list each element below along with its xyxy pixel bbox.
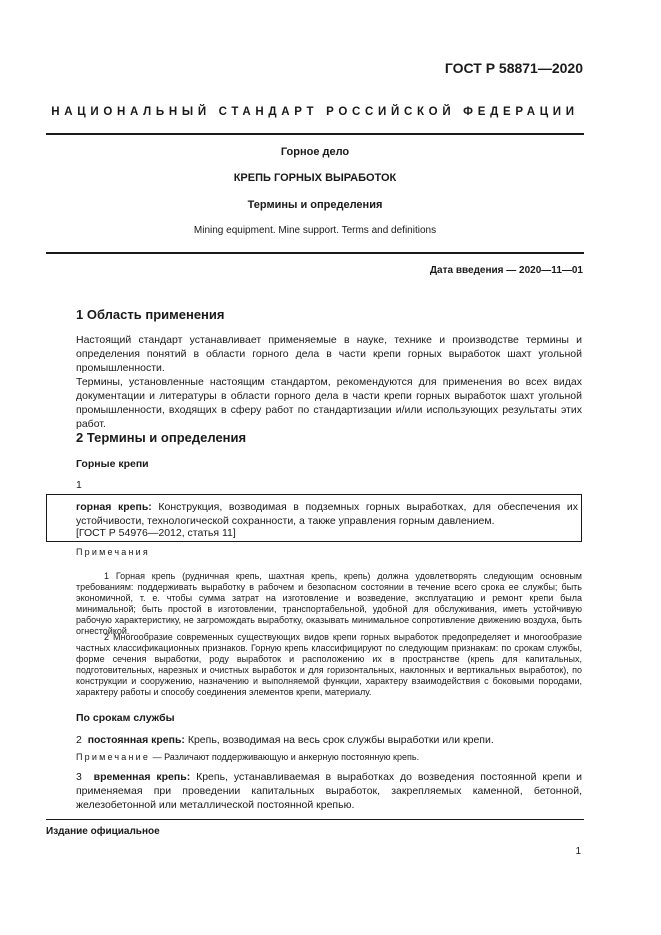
- group-title: Горное дело: [280, 146, 350, 158]
- footer-rule: [46, 819, 584, 820]
- section2-heading: 2 Термины и определения: [76, 430, 247, 445]
- page-number: 1: [575, 846, 581, 857]
- term2-number: 2: [76, 734, 82, 746]
- note1: [76, 560, 582, 637]
- national-standard-heading: НАЦИОНАЛЬНЫЙ СТАНДАРТ РОССИЙСКОЙ ФЕДЕРАЦИИ: [51, 106, 579, 118]
- note3: [76, 752, 582, 763]
- term3-term: временная крепь:: [93, 771, 191, 783]
- note1-text: 1 Горная крепь (рудничная крепь, шахтная крепь, крепь) должна удовлетворять следующим основным требованиям: поддерживать выработку в рабочем и безопасном состоянии в течение всего срока ее службы; быть экономичной, т. е. чтобы сумма затрат на изготовление и возведение, эксплуатацию и ремонт крепи была минимальной; быть простой в изготовлении, транспортабельной, удобной для обслуживания, иметь устойчивую рабочую характеристику, не загромождать выработку, оказывать минимальное сопротивление движению воздуха, быть огнестойкой.: [76, 571, 582, 636]
- term2-definition-text: Крепь, возводимая на весь срок службы выработки или крепи.: [184, 734, 494, 746]
- term3-number: 3: [76, 771, 82, 783]
- term1-reference: [ГОСТ Р 54976—2012, статья 11]: [76, 527, 236, 539]
- term1-term: горная крепь:: [76, 501, 152, 513]
- rocks-subheading: Горные крепи: [76, 458, 149, 470]
- section1-heading: 1 Область применения: [76, 307, 225, 322]
- notes-heading: Примечания: [76, 547, 150, 557]
- note3-text: — Различают поддерживающую и анкерную постоянную крепь.: [150, 752, 420, 762]
- note3-label: Примечание: [76, 752, 151, 762]
- service-life-subheading: По срокам службы: [76, 712, 175, 724]
- english-title: Mining equipment. Mine support. Terms and definitions: [193, 225, 437, 236]
- top-rule: [46, 133, 584, 135]
- edition-label: Издание официальное: [46, 826, 160, 837]
- term1-definition-text: Конструкция, возводимая в подземных горных выработках, для обеспечения их устойчивости, технологической сохранности, а также управления горным давлением.: [76, 501, 578, 527]
- term1-number: 1: [76, 479, 82, 491]
- term3-definition-text: Крепь, устанавливаемая в выработках до возведения постоянной крепи и применяемая при проведении капитальных выработок, закрепляемых каменной, бетонной, железобетонной или металлической постоянной крепью.: [76, 771, 582, 811]
- section1-paragraph: Термины, установленные настоящим стандартом, рекомендуются для применения во всех видах документации и литературы в области горного дела в части крепи горных выработок шахт угольной промышленности, входящих в сферу работ по стандартизации и/или использующих результаты этих работ.: [76, 376, 582, 430]
- subtitle: Термины и определения: [247, 199, 383, 211]
- note2: [76, 632, 582, 698]
- introduction-date: Дата введения — 2020—11—01: [429, 265, 583, 276]
- term3-definition: [76, 770, 582, 812]
- gost-number: ГОСТ Р 58871—2020: [444, 60, 583, 76]
- main-title: КРЕПЬ ГОРНЫХ ВЫРАБОТОК: [233, 172, 397, 184]
- note2-text: 2 Многообразие современных существующих видов крепи горных выработок предопределяет и многообразие частных классификационных признаков. Горную крепь классифицируют по следующим признакам: по срокам службы, форме сечения выработки, роду выработок и расположению их в пространстве (крепь для капитальных, подготовительных, нарезных и очистных выработок и для горизонтальных, наклонных и вертикальных выработок), по конструкции и сооружению, назначению и выполняемой функции, характеру взаимодействия с боковыми породами, характеру работы и способу соединения элементов крепи, материалу.: [76, 632, 582, 697]
- section1-body: [76, 333, 582, 431]
- term2-definition: [76, 733, 582, 747]
- title-rule: [46, 252, 584, 254]
- section1-paragraph: Настоящий стандарт устанавливает применяемые в науке, технике и производстве термины и определения понятий в области горного дела в части крепи горных выработок шахт угольной промышленности.: [76, 334, 582, 374]
- term2-term: постоянная крепь:: [87, 734, 185, 746]
- term1-definition: [76, 500, 578, 528]
